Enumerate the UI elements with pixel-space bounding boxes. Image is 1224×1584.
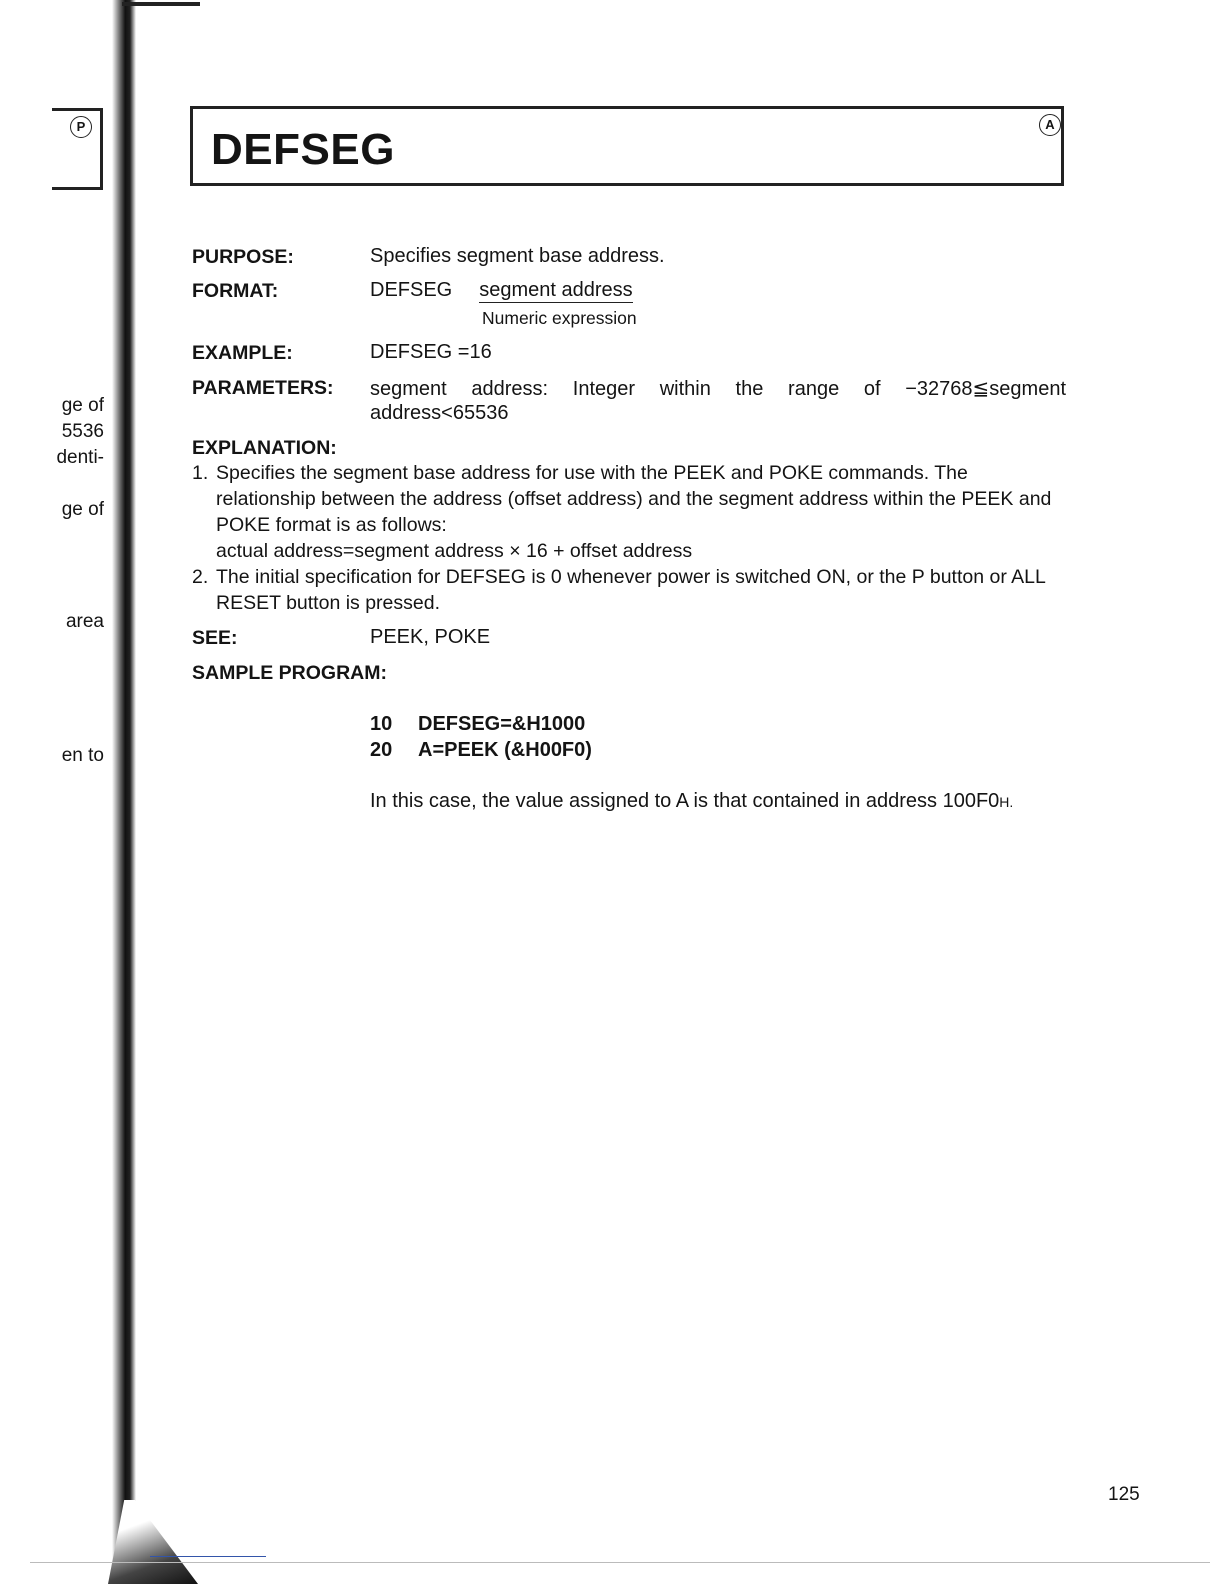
see-label: SEE: — [192, 627, 238, 649]
sample-program-label: SAMPLE PROGRAM: — [192, 662, 387, 684]
previous-page-mode-mark: P — [70, 116, 92, 138]
code-line-number: 10 — [370, 713, 393, 735]
explanation-item-number: 2. — [192, 566, 209, 588]
format-command: DEFSEG — [370, 279, 453, 301]
previous-page-fragment: denti- — [56, 447, 104, 468]
page-number: 125 — [1108, 1484, 1140, 1505]
page-title: DEFSEG — [211, 125, 395, 174]
format-argument-note: Numeric expression — [482, 308, 637, 328]
previous-page-fragment: area — [65, 611, 104, 632]
code-line — [370, 739, 592, 762]
code-line-number: 20 — [370, 739, 393, 761]
see-text: PEEK, POKE — [370, 626, 491, 648]
explanation-item-formula: actual address=segment address × 16 + offset address — [216, 540, 693, 562]
format-label: FORMAT: — [192, 280, 279, 302]
book-spine-top — [122, 2, 200, 6]
parameters-text-line-1: segment address: Integer within the range of −32768≦segment — [370, 378, 1066, 400]
purpose-text: Specifies segment base address. — [370, 245, 665, 267]
previous-page-fragment: ge of — [61, 499, 104, 520]
previous-page-fragment: en to — [61, 745, 104, 766]
format-argument: segment address — [479, 279, 633, 301]
explanation-item-text: The initial specification for DEFSEG is 0 whenever power is switched ON, or the P button or ALL RESET button is pressed. — [216, 566, 1046, 614]
code-line — [370, 713, 585, 736]
code-line-text: A=PEEK (&H00F0) — [418, 739, 592, 761]
sample-program-note-suffix: H. — [999, 794, 1014, 810]
format-syntax — [370, 279, 633, 302]
previous-page-fragment: ge of — [61, 395, 104, 416]
previous-page-fragment: 5536 — [61, 421, 104, 442]
book-spine-shadow — [112, 0, 136, 1584]
code-line-text: DEFSEG=&H1000 — [418, 713, 586, 735]
example-label: EXAMPLE: — [192, 342, 293, 364]
explanation-label: EXPLANATION: — [192, 437, 337, 459]
footer-line — [150, 1556, 266, 1557]
bottom-edge-rule — [30, 1562, 1210, 1563]
explanation-item-text: Specifies the segment base address for use with the PEEK and POKE commands. The relationship between the address (offset address) and the segment address within the PEEK and POKE format is as follows: — [216, 462, 1052, 536]
explanation-item — [192, 564, 1068, 616]
mode-mark-icon: A — [1039, 114, 1061, 136]
explanation-item — [192, 460, 1068, 564]
example-text: DEFSEG =16 — [370, 341, 492, 363]
explanation-item-number: 1. — [192, 462, 209, 484]
sample-program-note-text: In this case, the value assigned to A is that contained in address 100F0 — [370, 790, 1000, 812]
parameters-label: PARAMETERS: — [192, 377, 334, 399]
title-box — [190, 106, 1064, 186]
parameters-text-line-2: address<65536 — [370, 402, 509, 424]
purpose-label: PURPOSE: — [192, 246, 294, 268]
sample-program-note — [370, 790, 1013, 813]
